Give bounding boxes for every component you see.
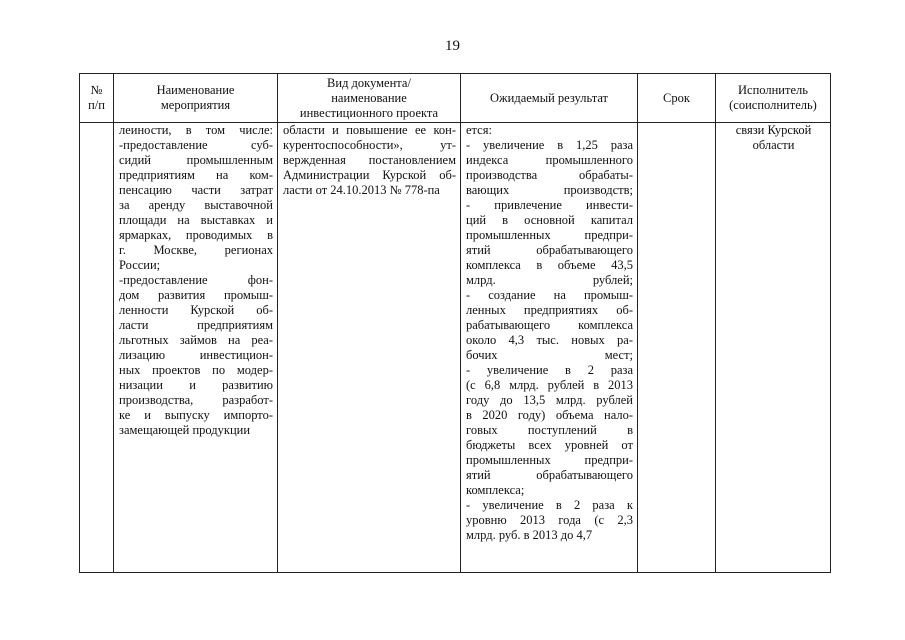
header-line: Наименование	[156, 83, 235, 97]
text-line: предприятиям на ком-	[119, 168, 273, 182]
text-line: говых поступлений в	[466, 423, 633, 437]
text-line: году до 13,5 млрд. рублей	[466, 393, 633, 407]
text-line: ленности Курской об-	[119, 303, 273, 317]
header-result	[461, 74, 638, 123]
text-line: России;	[119, 258, 161, 272]
text-line: комплекса;	[466, 483, 525, 497]
cell-name-text	[114, 123, 277, 438]
text-line: связи Курской	[735, 123, 812, 137]
header-num	[80, 74, 114, 123]
cell-result-text	[461, 123, 637, 543]
text-line: пенсацию части затрат	[119, 183, 273, 197]
text-line: - увеличение в 2 раза к	[466, 498, 633, 512]
header-line: (соисполнитель)	[729, 98, 817, 112]
text-line: - увеличение в 1,25 раза	[466, 138, 633, 152]
text-line: вержденная постановлением	[283, 153, 456, 167]
text-line: низации и развитию	[119, 378, 273, 392]
text-line: г. Москве, регионах	[119, 243, 273, 257]
text-line: в 2020 году) объема нало-	[466, 408, 633, 422]
text-line: производства обрабаты-	[466, 168, 633, 182]
text-line: ярмарках, проводимых в	[119, 228, 273, 242]
text-line: комплекса в объеме 43,5	[466, 258, 633, 272]
text-line: уровню 2013 года (с 2,3	[466, 513, 633, 527]
cell-num	[80, 123, 114, 573]
text-line: млрд. рублей;	[466, 273, 633, 287]
text-line: бочих мест;	[466, 348, 633, 362]
header-line: №	[90, 83, 103, 97]
text-line: ется:	[466, 123, 492, 137]
header-line: инвестиционного проекта	[299, 105, 439, 120]
text-line: курентоспособности», ут-	[283, 138, 456, 152]
header-line: Вид документа/	[327, 75, 411, 90]
text-line: производства, разработ-	[119, 393, 273, 407]
text-line: около 4,3 тыс. новых ра-	[466, 333, 633, 347]
text-line: ных проектов по модер-	[119, 363, 273, 377]
cell-result	[461, 123, 638, 573]
header-line: п/п	[88, 98, 105, 112]
header-line: наименование	[331, 90, 407, 105]
header-line: мероприятия	[160, 98, 231, 112]
header-document	[278, 74, 461, 123]
header-line: Ожидаемый результат	[489, 90, 609, 105]
text-line: промышленных предпри-	[466, 228, 633, 242]
measures-table	[79, 73, 831, 573]
text-line: сидий промышленным	[119, 153, 273, 167]
text-line: -предоставление суб-	[119, 138, 273, 152]
text-line: области и повышение ее кон-	[283, 123, 456, 137]
text-line: лизацию инвестицион-	[119, 348, 273, 362]
text-line: бюджеты всех уровней от	[466, 438, 633, 452]
text-line: за аренду выставочной	[119, 198, 273, 212]
cell-name	[114, 123, 278, 573]
text-line: индекса промышленного	[466, 153, 633, 167]
text-line: леиности, в том числе:	[119, 123, 273, 137]
text-line: рабатывающего комплекса	[466, 318, 633, 332]
cell-document	[278, 123, 461, 573]
text-line: (с 6,8 млрд. рублей в 2013	[466, 378, 633, 392]
text-line: ций в основной капитал	[466, 213, 633, 227]
cell-document-text	[278, 123, 460, 198]
header-name	[114, 74, 278, 123]
text-line: ленных предприятиях об-	[466, 303, 633, 317]
header-executor	[716, 74, 831, 123]
cell-executor-text	[716, 123, 830, 153]
text-line: ятий обрабатывающего	[466, 243, 633, 257]
header-term	[638, 74, 716, 123]
header-line: Срок	[663, 90, 690, 105]
text-line: замещающей продукции	[119, 423, 251, 437]
text-line: области	[752, 138, 795, 152]
text-line: -предоставление фон-	[119, 273, 273, 287]
text-line: млрд. руб. в 2013 до 4,7	[466, 528, 593, 542]
text-line: промышленных предпри-	[466, 453, 633, 467]
text-line: ятий обрабатывающего	[466, 468, 633, 482]
text-line: льготных займов на реа-	[119, 333, 273, 347]
text-line: ласти предприятиям	[119, 318, 273, 332]
header-line: Исполнитель	[738, 83, 808, 97]
text-line: - привлечение инвести-	[466, 198, 633, 212]
text-line: - создание на промыш-	[466, 288, 633, 302]
text-line: дом развития промыш-	[119, 288, 273, 302]
cell-term	[638, 123, 716, 573]
text-line: - увеличение в 2 раза	[466, 363, 633, 377]
page-number: 19	[445, 38, 460, 54]
text-line: вающих производств;	[466, 183, 633, 197]
table-header-row	[80, 74, 831, 123]
text-line: Администрации Курской об-	[283, 168, 456, 182]
text-line: ласти от 24.10.2013 № 778-па	[283, 183, 440, 197]
cell-executor	[716, 123, 831, 573]
text-line: ке и выпуску импорто-	[119, 408, 273, 422]
text-line: площади на выставках и	[119, 213, 273, 227]
table-row	[80, 123, 831, 573]
